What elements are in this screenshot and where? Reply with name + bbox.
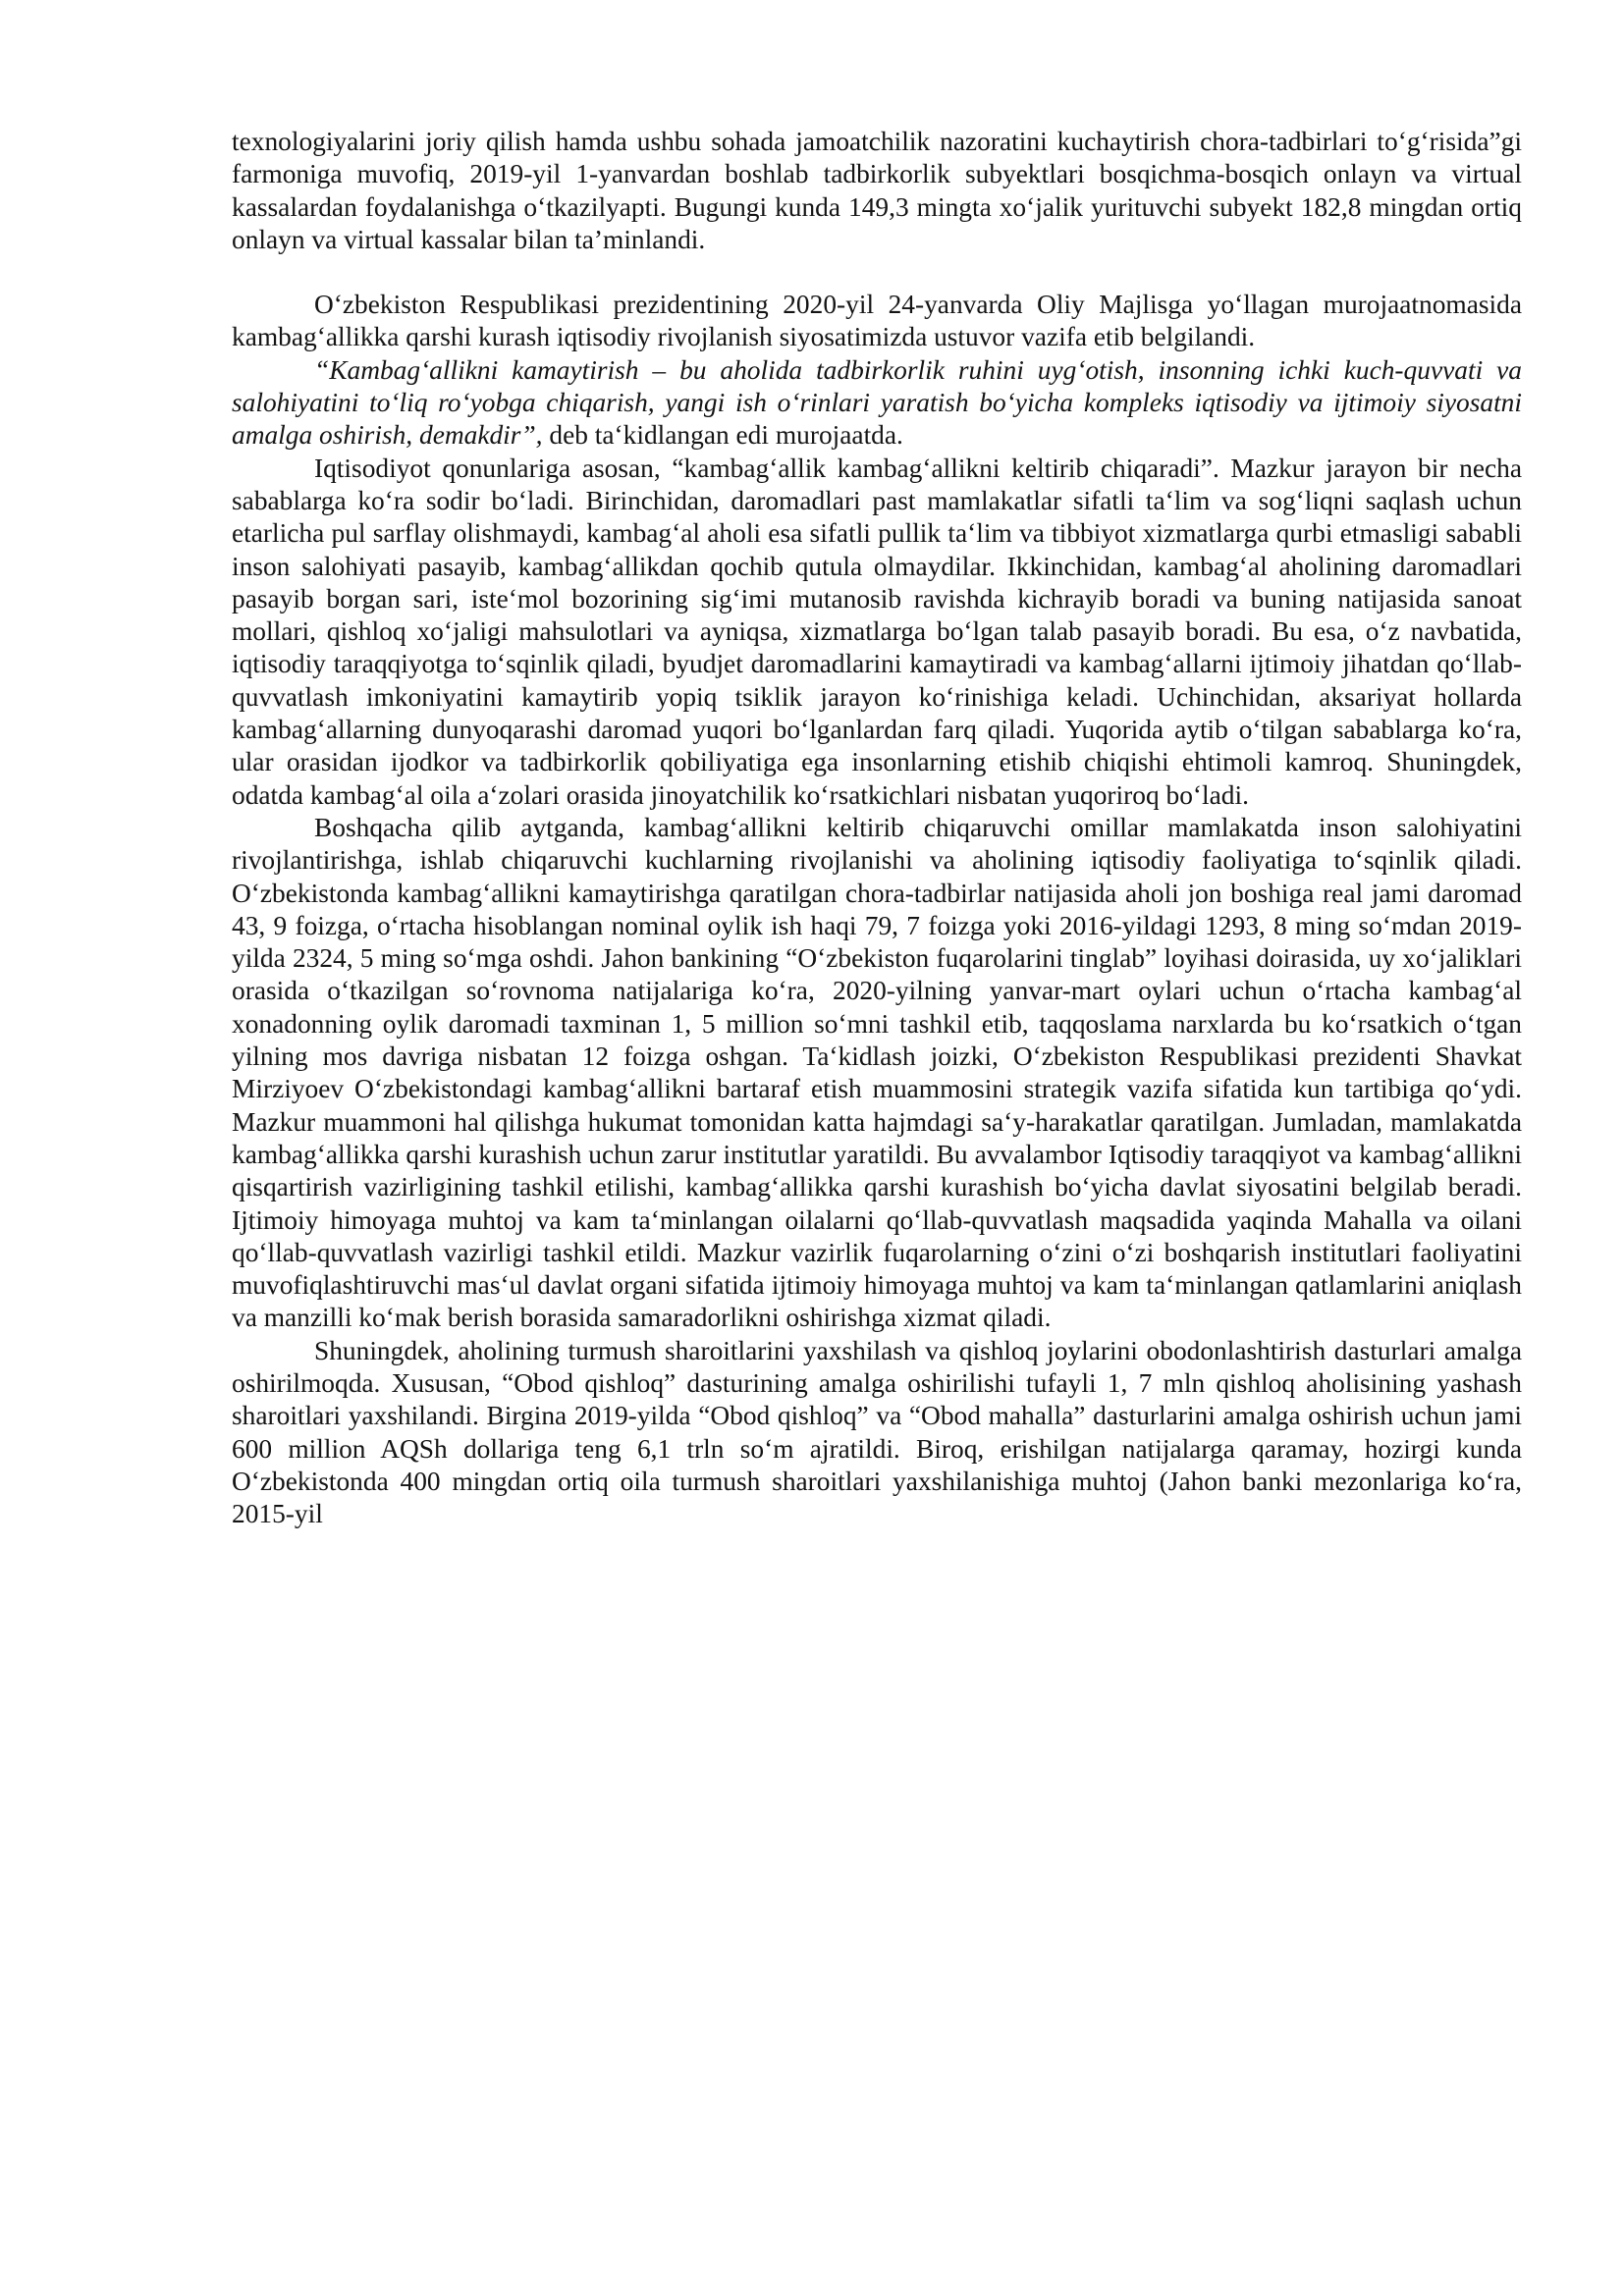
paragraph-quote [232, 354, 1522, 453]
paragraph-programs: Shuningdek, aholining turmush sharoitlarini yaxshilash va qishloq joylarini obodonlashtirish dasturlari amalga oshirilmoqda. Xususan, “Obod qishloq” dasturining amalga oshirilishi tufayli 1, 7 mln qishloq aholisining yashash sharoitlari yaxshilandi. Birgina 2019-yilda “Obod qishloq” va “Obod mahalla” dasturlarini amalga oshirish uchun jami 600 million AQSh dollariga teng 6,1 trln so‘m ajratildi. Biroq, erishilgan natijalarga qaramay, hozirgi kunda O‘zbekistonda 400 mingdan ortiq oila turmush sharoitlari yaxshilanishiga muhtoj (Jahon banki mezonlariga ko‘ra, 2015-yil [232, 1335, 1522, 1529]
quote-italic-text: “Kambag‘allikni kamaytirish – bu aholida tadbirkorlik ruhini uyg‘otish, insonning ichki kuch-quvvati va salohiyatini to‘liq ro‘yobga chiqarish, yangi ish o‘rinlari yaratish bo‘yicha kompleks iqtisodiy va ijtimoiy siyosatni amalga oshirish, demakdir”, [232, 354, 1522, 451]
quote-trailing-text: deb ta‘kidlangan edi murojaatda. [542, 420, 903, 451]
paragraph-poverty-causes: Iqtisodiyot qonunlariga asosan, “kambag‘allik kambag‘allikni keltirib chiqaradi”. Mazkur jarayon bir necha sabablarga ko‘ra sodir bo‘ladi. Birinchidan, daromadlari past mamlakatlar sifatli ta‘lim va sog‘liqni saqlash uchun etarlicha pul sarflay olishmaydi, kambag‘al aholi esa sifatli pullik ta‘lim va tibbiyot xizmatlarga qurbi etmasligi sababli inson salohiyati pasayib, kambag‘allikdan qochib qutula olmaydilar. Ikkinchidan, kambag‘al aholining daromadlari pasayib borgan sari, iste‘mol bozorining sig‘imi mutanosib ravishda kichrayib boradi va buning natijasida sanoat mollari, qishloq xo‘jaligi mahsulotlari va ayniqsa, xizmatlarga bo‘lgan talab pasayib boradi. Bu esa, o‘z navbatida, iqtisodiy taraqqiyotga to‘sqinlik qiladi, byudjet daromadlarini kamaytiradi va kambag‘allarni ijtimoiy jihatdan qo‘llab-quvvatlash imkoniyatini kamaytirib yopiq tsiklik jarayon ko‘rinishiga keladi. Uchinchidan, aksariyat hollarda kambag‘allarning dunyoqarashi daromad yuqori bo‘lganlardan farq qiladi. Yuqorida aytib o‘tilgan sabablarga ko‘ra, ular orasidan ijodkor va tadbirkorlik qobiliyatiga ega insonlarning etishib chiqishi ehtimoli kamroq. Shuningdek, odatda kambag‘al oila a‘zolari orasida jinoyatchilik ko‘rsatkichlari nisbatan yuqoriroq bo‘ladi. [232, 453, 1522, 810]
document-page [232, 126, 1522, 1530]
paragraph-measures: Boshqacha qilib aytganda, kambag‘allikni keltirib chiqaruvchi omillar mamlakatda inson salohiyatini rivojlantirishga, ishlab chiqaruvchi kuchlarning rivojlanishi va aholining iqtisodiy faoliyatiga to‘sqinlik qiladi. O‘zbekistonda kambag‘allikni kamaytirishga qaratilgan chora-tadbirlar natijasida aholi jon boshiga real jami daromad 43, 9 foizga, o‘rtacha hisoblangan nominal oylik ish haqi 79, 7 foizga yoki 2016-yildagi 1293, 8 ming so‘mdan 2019-yilda 2324, 5 ming so‘mga oshdi. Jahon bankining “O‘zbekiston fuqarolarini tinglab” loyihasi doirasida, uy xo‘jaliklari orasida o‘tkazilgan so‘rovnoma natijalariga ko‘ra, 2020-yilning yanvar-mart oylari uchun o‘rtacha kambag‘al xonadonning oylik daromadi taxminan 1, 5 million so‘mni tashkil etib, taqqoslama narxlarda bu ko‘rsatkich o‘tgan yilning mos davriga nisbatan 12 foizga oshgan. Ta‘kidlash joizki, O‘zbekiston Respublikasi prezidenti Shavkat Mirziyoev O‘zbekistondagi kambag‘allikni bartaraf etish muammosini strategik vazifa sifatida kun tartibiga qo‘ydi. Mazkur muammoni hal qilishga hukumat tomonidan katta hajmdagi sa‘y-harakatlar qaratilgan. Jumladan, mamlakatda kambag‘allikka qarshi kurashish uchun zarur institutlar yaratildi. Bu avvalambor Iqtisodiy taraqqiyot va kambag‘allikni qisqartirish vazirligining tashkil etilishi, kambag‘allikka qarshi kurashish bo‘yicha davlat siyosatini belgilab beradi. Ijtimoiy himoyaga muhtoj va kam ta‘minlangan oilalarni qo‘llab-quvvatlash maqsadida yaqinda Mahalla va oilani qo‘llab-quvvatlash vazirligi tashkil etildi. Mazkur vazirlik fuqarolarning o‘zini o‘zi boshqarish institutlari faoliyatini muvofiqlashtiruvchi mas‘ul davlat organi sifatida ijtimoiy himoyaga muhtoj va kam ta‘minlangan qatlamlarini aniqlash va manzilli ko‘mak berish borasida samaradorlikni oshirishga xizmat qiladi. [232, 812, 1522, 1333]
paragraph-address: O‘zbekiston Respublikasi prezidentining 2020-yil 24-yanvarda Oliy Majlisga yo‘llagan murojaatnomasida kambag‘allikka qarshi kurash iqtisodiy rivojlanish siyosatimizda ustuvor vazifa etib belgilandi. [232, 290, 1522, 352]
paragraph-continuation: texnologiyalarini joriy qilish hamda ushbu sohada jamoatchilik nazoratini kuchaytirish chora-tadbirlari to‘g‘risida”gi farmoniga muvofiq, 2019-yil 1-yanvardan boshlab tadbirkorlik subyektlari bosqichma-bosqich onlayn va virtual kassalardan foydalanishga o‘tkazilyapti. Bugungi kunda 149,3 mingta xo‘jalik yurituvchi subyekt 182,8 mingdan ortiq onlayn va virtual kassalar bilan ta’minlandi. [232, 127, 1522, 254]
paragraph-spacer [232, 256, 1522, 289]
